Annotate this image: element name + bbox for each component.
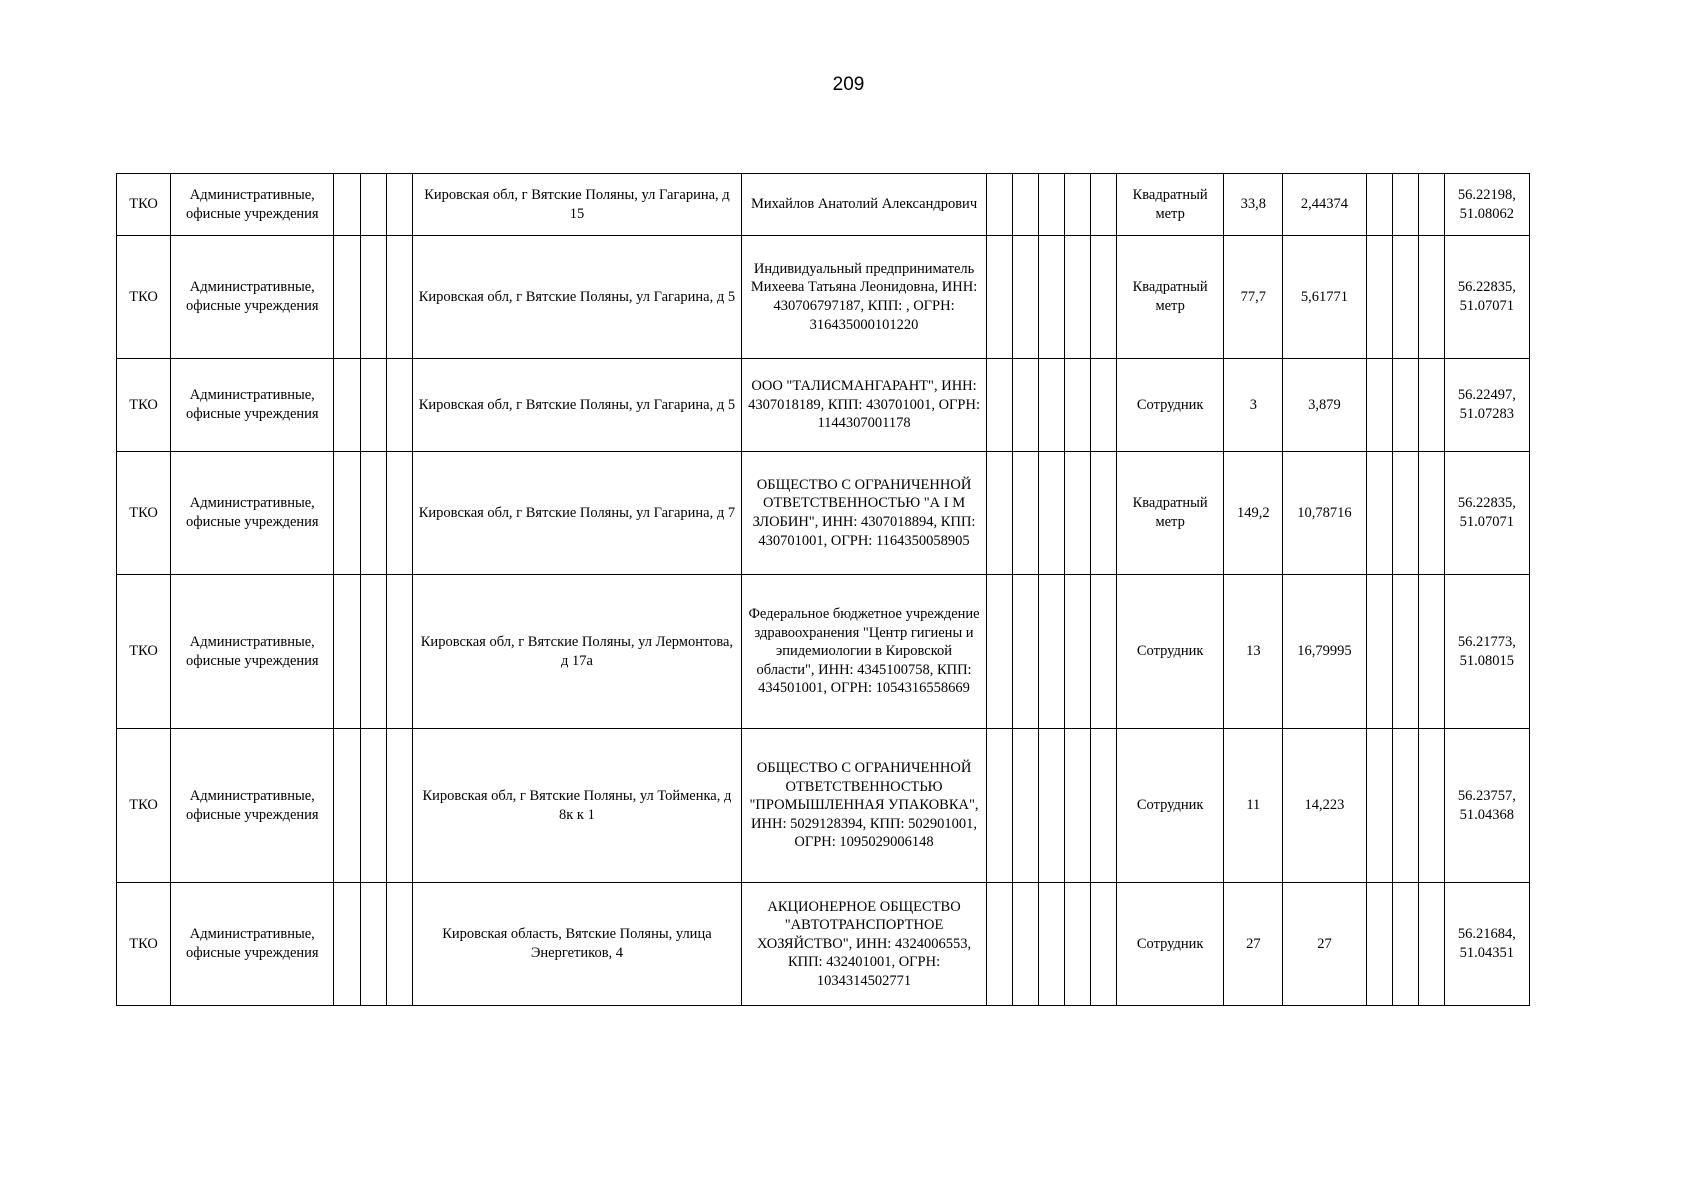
empty-cell [1064,729,1090,883]
empty-cell [1366,174,1392,236]
empty-cell [1418,174,1444,236]
empty-cell [386,575,412,729]
empty-cell [1366,236,1392,359]
empty-cell [1392,729,1418,883]
unit-cell: Квадратный метр [1117,452,1224,575]
waste-type-cell: ТКО [117,883,171,1006]
empty-cell [1064,236,1090,359]
waste-type-cell: ТКО [117,174,171,236]
quantity-cell: 77,7 [1224,236,1283,359]
coordinates-cell: 56.23757, 51.04368 [1444,729,1529,883]
table-row [117,883,1530,1006]
empty-cell [1012,452,1038,575]
address-cell: Кировская обл, г Вятские Поляны, ул Гагарина, д 7 [412,452,742,575]
quantity-cell: 3 [1224,359,1283,452]
empty-cell [1038,359,1064,452]
empty-cell [386,359,412,452]
empty-cell [1064,452,1090,575]
empty-cell [360,575,386,729]
empty-cell [386,452,412,575]
owner-cell: Индивидуальный предприниматель Михеева Татьяна Леонидовна, ИНН: 430706797187, КПП: , ОГРН: 316435000101220 [742,236,987,359]
empty-cell [386,174,412,236]
empty-cell [1064,174,1090,236]
empty-cell [986,575,1012,729]
owner-cell: АКЦИОНЕРНОЕ ОБЩЕСТВО "АВТОТРАНСПОРТНОЕ ХОЗЯЙСТВО", ИНН: 4324006553, КПП: 432401001, ОГРН: 1034314502771 [742,883,987,1006]
empty-cell [334,359,360,452]
table-row [117,174,1530,236]
empty-cell [360,452,386,575]
volume-cell: 5,61771 [1283,236,1366,359]
empty-cell [1366,452,1392,575]
waste-type-cell: ТКО [117,359,171,452]
quantity-cell: 33,8 [1224,174,1283,236]
empty-cell [1064,883,1090,1006]
empty-cell [1392,359,1418,452]
empty-cell [360,236,386,359]
unit-cell: Квадратный метр [1117,236,1224,359]
empty-cell [334,174,360,236]
table-row [117,452,1530,575]
empty-cell [334,236,360,359]
coordinates-cell: 56.22198, 51.08062 [1444,174,1529,236]
address-cell: Кировская область, Вятские Поляны, улица Энергетиков, 4 [412,883,742,1006]
empty-cell [1012,729,1038,883]
table-row [117,729,1530,883]
empty-cell [360,729,386,883]
address-cell: Кировская обл, г Вятские Поляны, ул Гагарина, д 5 [412,359,742,452]
empty-cell [1090,174,1116,236]
empty-cell [1038,575,1064,729]
empty-cell [1392,174,1418,236]
empty-cell [386,729,412,883]
empty-cell [1038,236,1064,359]
owner-cell: Федеральное бюджетное учреждение здравоохранения "Центр гигиены и эпидемиологии в Кировской области", ИНН: 4345100758, КПП: 434501001, ОГРН: 1054316558669 [742,575,987,729]
empty-cell [360,883,386,1006]
empty-cell [1064,359,1090,452]
category-cell: Административные, офисные учреждения [171,452,334,575]
quantity-cell: 149,2 [1224,452,1283,575]
volume-cell: 27 [1283,883,1366,1006]
empty-cell [1090,575,1116,729]
volume-cell: 2,44374 [1283,174,1366,236]
empty-cell [386,236,412,359]
unit-cell: Квадратный метр [1117,174,1224,236]
address-cell: Кировская обл, г Вятские Поляны, ул Лермонтова, д 17а [412,575,742,729]
volume-cell: 3,879 [1283,359,1366,452]
address-cell: Кировская обл, г Вятские Поляны, ул Тойменка, д 8к к 1 [412,729,742,883]
waste-type-cell: ТКО [117,575,171,729]
empty-cell [1392,575,1418,729]
quantity-cell: 13 [1224,575,1283,729]
quantity-cell: 11 [1224,729,1283,883]
waste-type-cell: ТКО [117,729,171,883]
empty-cell [1090,236,1116,359]
volume-cell: 10,78716 [1283,452,1366,575]
empty-cell [334,452,360,575]
empty-cell [1418,236,1444,359]
empty-cell [1012,883,1038,1006]
empty-cell [1038,883,1064,1006]
table-row [117,236,1530,359]
owner-cell: ООО "ТАЛИСМАНГАРАНТ", ИНН: 4307018189, КПП: 430701001, ОГРН: 1144307001178 [742,359,987,452]
coordinates-cell: 56.22835, 51.07071 [1444,452,1529,575]
category-cell: Административные, офисные учреждения [171,236,334,359]
unit-cell: Сотрудник [1117,575,1224,729]
volume-cell: 14,223 [1283,729,1366,883]
empty-cell [360,174,386,236]
empty-cell [1012,174,1038,236]
table-row [117,575,1530,729]
empty-cell [1418,575,1444,729]
waste-type-cell: ТКО [117,236,171,359]
empty-cell [1038,452,1064,575]
empty-cell [1366,575,1392,729]
unit-cell: Сотрудник [1117,359,1224,452]
empty-cell [1366,883,1392,1006]
empty-cell [1392,452,1418,575]
coordinates-cell: 56.22835, 51.07071 [1444,236,1529,359]
empty-cell [1392,883,1418,1006]
category-cell: Административные, офисные учреждения [171,174,334,236]
category-cell: Административные, офисные учреждения [171,883,334,1006]
empty-cell [1366,729,1392,883]
empty-cell [986,174,1012,236]
category-cell: Административные, офисные учреждения [171,575,334,729]
empty-cell [1012,236,1038,359]
unit-cell: Сотрудник [1117,729,1224,883]
empty-cell [1392,236,1418,359]
empty-cell [1064,575,1090,729]
empty-cell [986,359,1012,452]
page-number: 209 [832,74,865,95]
empty-cell [1418,452,1444,575]
empty-cell [986,729,1012,883]
empty-cell [334,575,360,729]
empty-cell [1090,729,1116,883]
empty-cell [1090,883,1116,1006]
empty-cell [1012,359,1038,452]
empty-cell [334,883,360,1006]
address-cell: Кировская обл, г Вятские Поляны, ул Гагарина, д 5 [412,236,742,359]
coordinates-cell: 56.22497, 51.07283 [1444,359,1529,452]
owner-cell: Михайлов Анатолий Александрович [742,174,987,236]
coordinates-cell: 56.21684, 51.04351 [1444,883,1529,1006]
empty-cell [986,236,1012,359]
empty-cell [1038,174,1064,236]
empty-cell [1418,729,1444,883]
empty-cell [1012,575,1038,729]
owner-cell: ОБЩЕСТВО С ОГРАНИЧЕННОЙ ОТВЕТСТВЕННОСТЬЮ "А I М ЗЛОБИН", ИНН: 4307018894, КПП: 430701001, ОГРН: 1164350058905 [742,452,987,575]
coordinates-cell: 56.21773, 51.08015 [1444,575,1529,729]
empty-cell [1090,452,1116,575]
volume-cell: 16,79995 [1283,575,1366,729]
quantity-cell: 27 [1224,883,1283,1006]
address-cell: Кировская обл, г Вятские Поляны, ул Гагарина, д 15 [412,174,742,236]
empty-cell [986,883,1012,1006]
table-row [117,359,1530,452]
empty-cell [1038,729,1064,883]
empty-cell [334,729,360,883]
waste-type-cell: ТКО [117,452,171,575]
empty-cell [1366,359,1392,452]
empty-cell [1418,359,1444,452]
owner-cell: ОБЩЕСТВО С ОГРАНИЧЕННОЙ ОТВЕТСТВЕННОСТЬЮ "ПРОМЫШЛЕННАЯ УПАКОВКА", ИНН: 5029128394, КПП: 502901001, ОГРН: 1095029006148 [742,729,987,883]
empty-cell [1418,883,1444,1006]
unit-cell: Сотрудник [1117,883,1224,1006]
empty-cell [360,359,386,452]
register-table [116,173,1530,1006]
category-cell: Административные, офисные учреждения [171,359,334,452]
empty-cell [386,883,412,1006]
category-cell: Административные, офисные учреждения [171,729,334,883]
empty-cell [1090,359,1116,452]
empty-cell [986,452,1012,575]
